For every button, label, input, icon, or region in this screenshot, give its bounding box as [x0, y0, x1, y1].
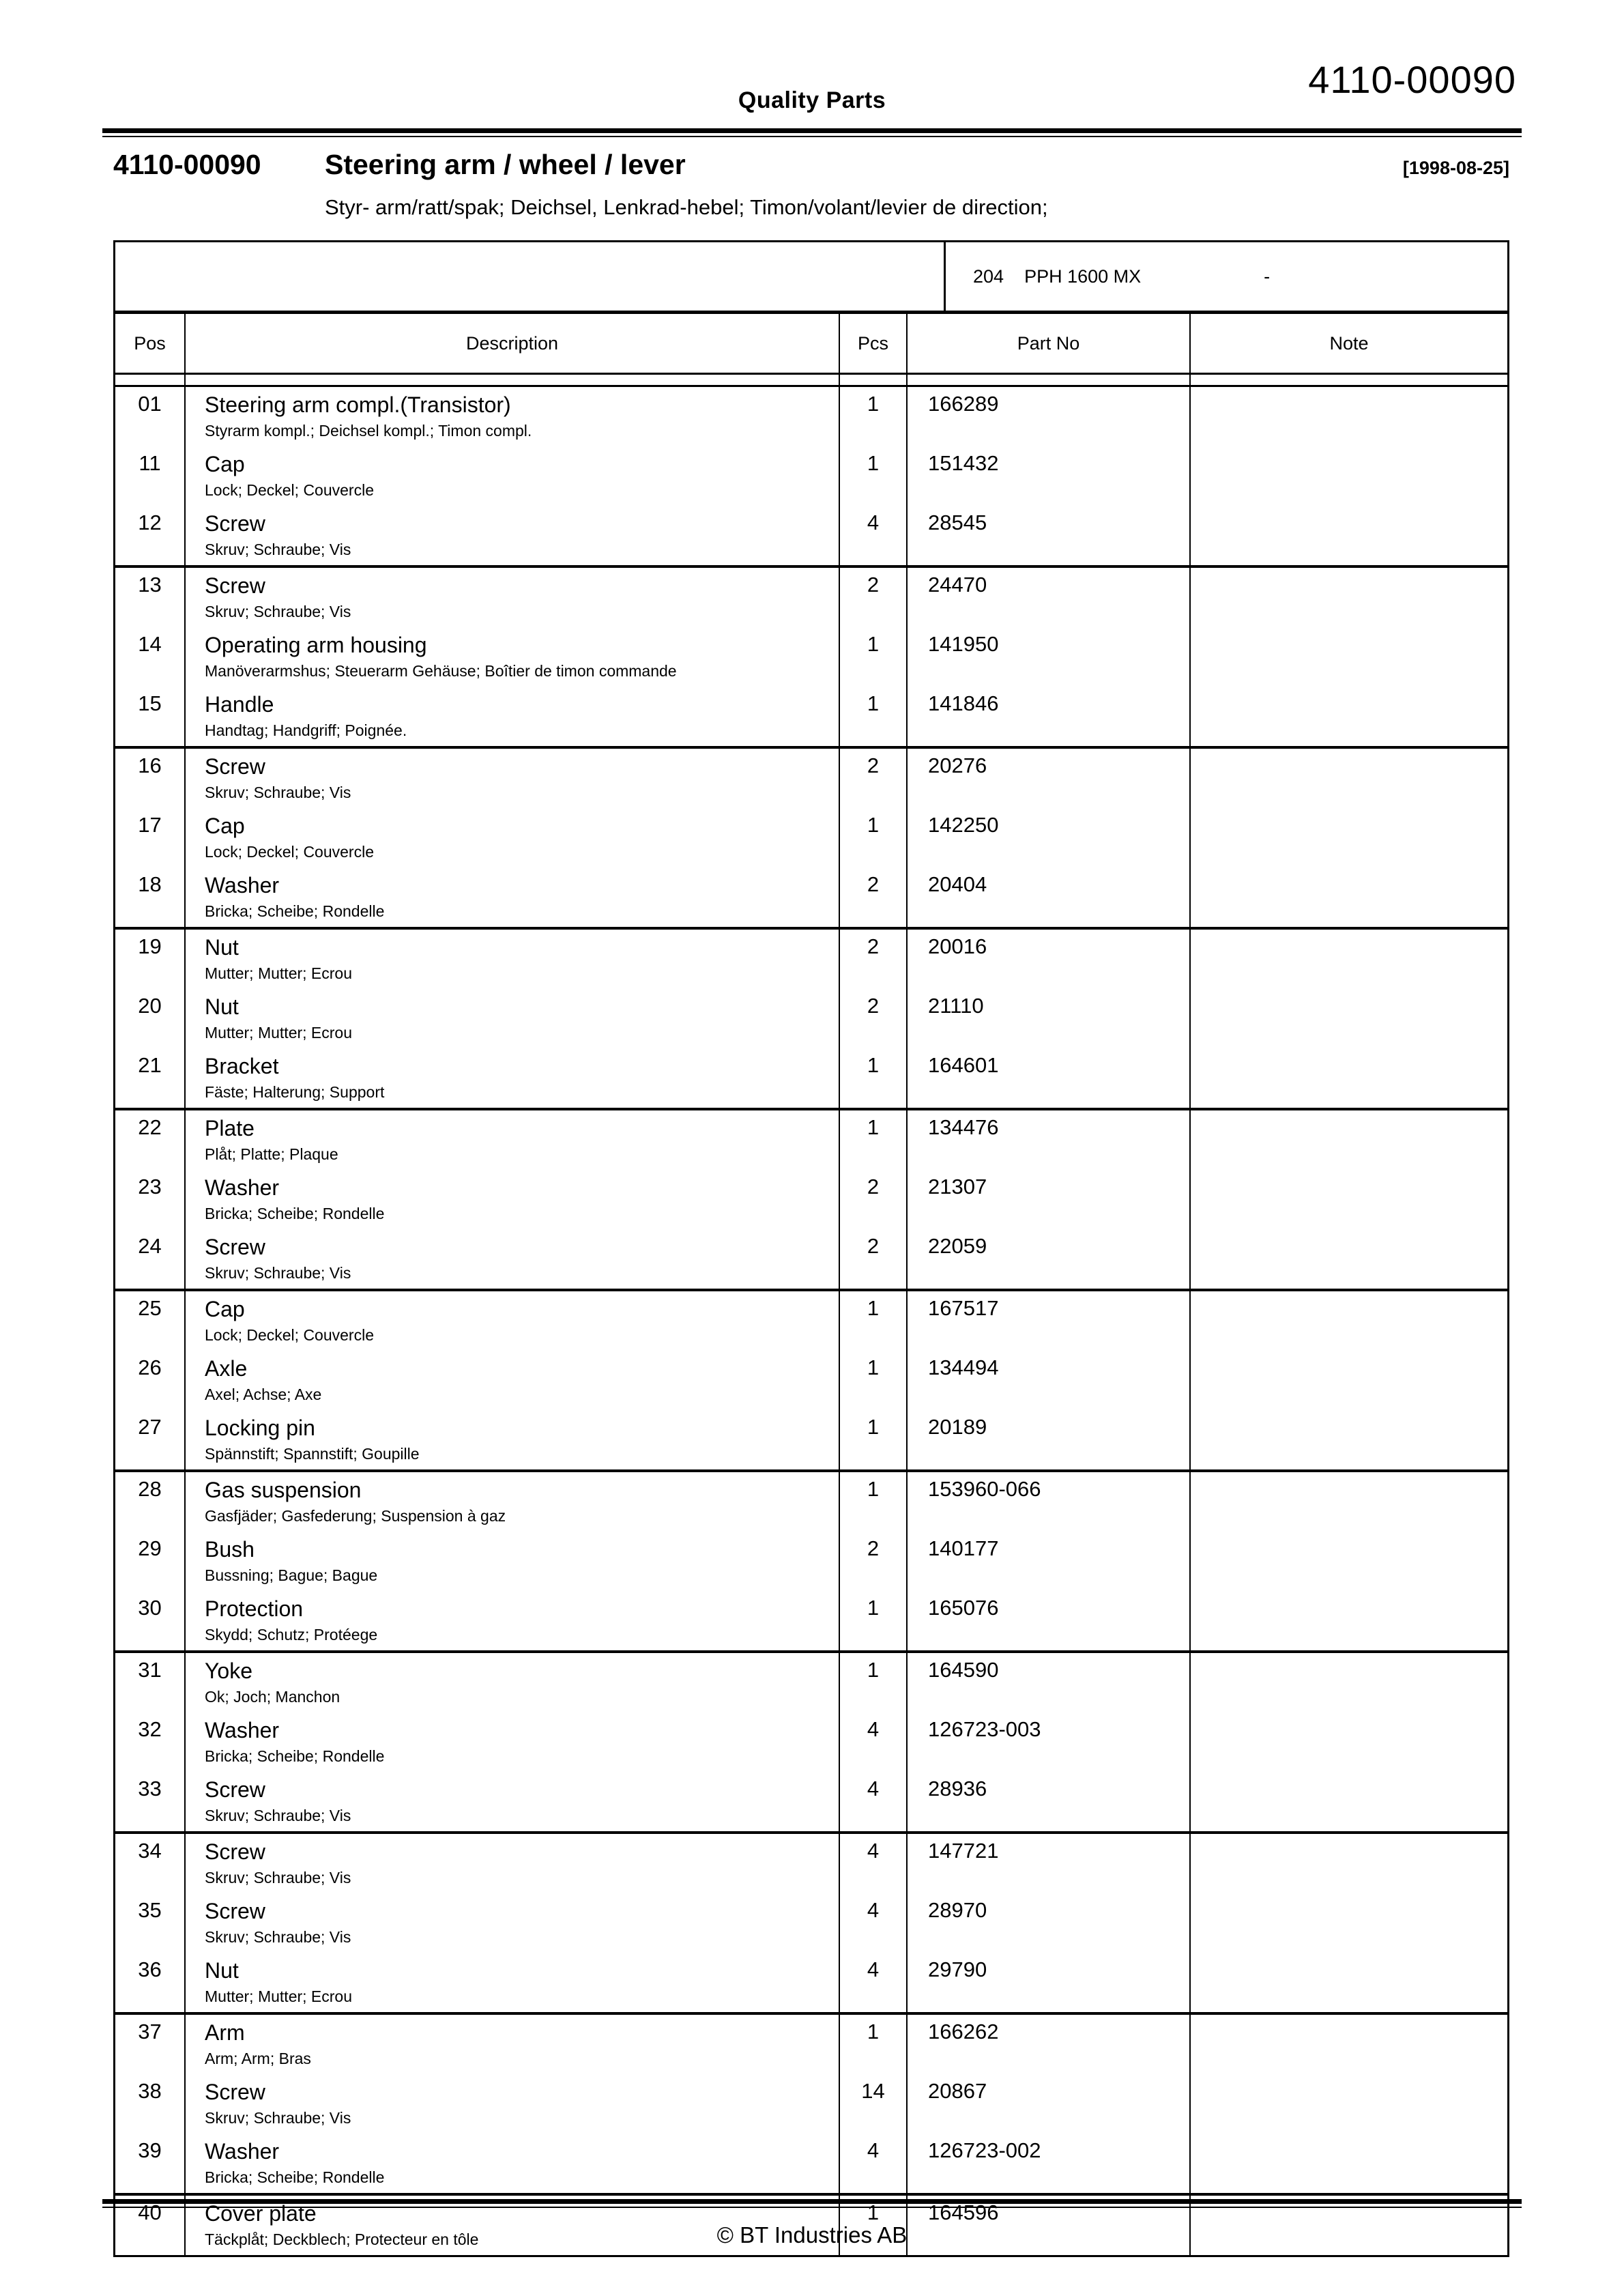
cell-pcs: 1	[840, 446, 908, 506]
description-main: Cap	[205, 814, 245, 838]
cell-description	[186, 1591, 840, 1650]
description-translations: Bricka; Scheibe; Rondelle	[205, 902, 385, 920]
table-row	[115, 1291, 1507, 1351]
revision-date: [1998-08-25]	[1402, 158, 1509, 178]
model-band-empty-cell	[115, 242, 946, 311]
cell-part-no: 164590	[908, 1653, 1191, 1712]
cell-note	[1191, 1472, 1507, 1532]
cell-description	[186, 1351, 840, 1410]
cell-pos: 38	[115, 2074, 186, 2134]
cell-description	[186, 1291, 840, 1351]
cell-part-no: 134476	[908, 1110, 1191, 1170]
cell-note	[1191, 1110, 1507, 1170]
table-row	[115, 1170, 1507, 1229]
description-translations: Skydd; Schutz; Protéege	[205, 1626, 378, 1644]
page-title: Steering arm / wheel / lever	[325, 149, 686, 180]
description-main: Gas suspension	[205, 1478, 362, 1502]
description-translations: Lock; Deckel; Couvercle	[205, 481, 374, 499]
cell-note	[1191, 1532, 1507, 1591]
description-translations: Handtag; Handgriff; Poignée.	[205, 721, 407, 739]
table-row	[115, 1893, 1507, 1953]
description-main: Screw	[205, 1235, 265, 1259]
table-row	[115, 1229, 1507, 1289]
model-name: PPH 1600 MX	[1024, 266, 1142, 287]
cell-pos: 21	[115, 1048, 186, 1108]
description-main: Cap	[205, 452, 245, 476]
description-main: Washer	[205, 1175, 280, 1200]
cell-pos: 34	[115, 1834, 186, 1893]
header-double-line-spacer	[115, 375, 1507, 387]
parts-group	[115, 387, 1507, 565]
cell-pcs: 1	[840, 2015, 908, 2074]
cell-pos: 20	[115, 989, 186, 1048]
table-row	[115, 1410, 1507, 1469]
description-main: Screw	[205, 1899, 265, 1923]
cell-note	[1191, 568, 1507, 627]
parts-group	[115, 1108, 1507, 1289]
cell-pos: 23	[115, 1170, 186, 1229]
cell-description	[186, 627, 840, 687]
table-row	[115, 2134, 1507, 2193]
cell-description	[186, 808, 840, 867]
cell-part-no: 22059	[908, 1229, 1191, 1289]
cell-description	[186, 2134, 840, 2193]
cell-description	[186, 1772, 840, 1831]
cell-pcs: 1	[840, 1472, 908, 1532]
cell-note	[1191, 1229, 1507, 1289]
table-row	[115, 808, 1507, 867]
description-main: Screw	[205, 573, 265, 598]
description-translations: Manöverarmshus; Steuerarm Gehäuse; Boîtier de timon commande	[205, 662, 677, 680]
table-row	[115, 568, 1507, 627]
description-main: Washer	[205, 2139, 280, 2164]
description-translations: Gasfjäder; Gasfederung; Suspension à gaz	[205, 1507, 506, 1525]
cell-description	[186, 989, 840, 1048]
header-rule	[102, 128, 1522, 137]
description-translations: Mutter; Mutter; Ecrou	[205, 964, 353, 982]
cell-part-no: 140177	[908, 1532, 1191, 1591]
cell-part-no: 126723-003	[908, 1712, 1191, 1772]
cell-description	[186, 2015, 840, 2074]
title-code: 4110-00090	[113, 149, 261, 180]
cell-part-no: 134494	[908, 1351, 1191, 1410]
column-header-pos: Pos	[115, 314, 186, 373]
cell-pos: 31	[115, 1653, 186, 1712]
cell-note	[1191, 1653, 1507, 1712]
cell-pcs: 4	[840, 1953, 908, 2012]
cell-pcs: 2	[840, 1532, 908, 1591]
parts-group	[115, 565, 1507, 746]
cell-description	[186, 1532, 840, 1591]
cell-part-no: 167517	[908, 1291, 1191, 1351]
parts-group	[115, 1650, 1507, 1831]
description-main: Cover plate	[205, 2201, 317, 2226]
table-row	[115, 1351, 1507, 1410]
table-row	[115, 1591, 1507, 1650]
column-header-note: Note	[1329, 332, 1369, 354]
cell-part-no: 20867	[908, 2074, 1191, 2134]
description-translations: Mutter; Mutter; Ecrou	[205, 1024, 353, 1042]
description-main: Screw	[205, 2080, 265, 2104]
description-main: Nut	[205, 994, 239, 1019]
model-code: 204	[973, 266, 1004, 287]
cell-description	[186, 446, 840, 506]
description-translations: Skruv; Schraube; Vis	[205, 784, 351, 801]
table-row	[115, 1110, 1507, 1170]
cell-part-no: 166289	[908, 387, 1191, 446]
cell-note	[1191, 1291, 1507, 1351]
description-main: Nut	[205, 935, 239, 960]
cell-part-no: 21307	[908, 1170, 1191, 1229]
table-row	[115, 687, 1507, 746]
description-main: Washer	[205, 1718, 280, 1742]
cell-description	[186, 506, 840, 565]
cell-pcs: 1	[840, 1410, 908, 1469]
cell-note	[1191, 446, 1507, 506]
model-band-cell	[946, 242, 1507, 311]
cell-part-no: 126723-002	[908, 2134, 1191, 2193]
table-row	[115, 1048, 1507, 1108]
cell-pos: 40	[115, 2196, 186, 2255]
cell-pos: 01	[115, 387, 186, 446]
description-translations: Bussning; Bague; Bague	[205, 1566, 378, 1584]
table-row	[115, 627, 1507, 687]
description-translations: Bricka; Scheibe; Rondelle	[205, 1205, 385, 1222]
cell-pcs: 1	[840, 1291, 908, 1351]
table-row	[115, 1653, 1507, 1712]
cell-description	[186, 867, 840, 927]
cell-pcs: 2	[840, 1170, 908, 1229]
cell-part-no: 28545	[908, 506, 1191, 565]
cell-description	[186, 1893, 840, 1953]
description-main: Screw	[205, 511, 265, 536]
cell-pos: 26	[115, 1351, 186, 1410]
cell-pcs: 2	[840, 867, 908, 927]
cell-note	[1191, 1048, 1507, 1108]
cell-note	[1191, 1834, 1507, 1893]
cell-part-no: 141950	[908, 627, 1191, 687]
description-main: Plate	[205, 1116, 255, 1140]
cell-description	[186, 687, 840, 746]
cell-note	[1191, 1410, 1507, 1469]
cell-pcs: 14	[840, 2074, 908, 2134]
cell-note	[1191, 1170, 1507, 1229]
cell-note	[1191, 1772, 1507, 1831]
cell-pos: 35	[115, 1893, 186, 1953]
cell-pos: 11	[115, 446, 186, 506]
description-main: Bush	[205, 1537, 255, 1562]
cell-part-no: 29790	[908, 1953, 1191, 2012]
cell-description	[186, 930, 840, 989]
cell-note	[1191, 930, 1507, 989]
cell-pcs: 1	[840, 1048, 908, 1108]
cell-pcs: 1	[840, 1351, 908, 1410]
column-header-part-no: Part No	[908, 314, 1191, 373]
description-translations: Lock; Deckel; Couvercle	[205, 843, 374, 861]
cell-note	[1191, 2134, 1507, 2193]
description-translations: Plåt; Platte; Plaque	[205, 1145, 338, 1163]
description-translations: Bricka; Scheibe; Rondelle	[205, 1747, 385, 1765]
description-main: Handle	[205, 692, 274, 717]
cell-part-no: 24470	[908, 568, 1191, 627]
cell-note	[1191, 1953, 1507, 2012]
cell-part-no: 28970	[908, 1893, 1191, 1953]
cell-pcs: 1	[840, 1591, 908, 1650]
cell-pcs: 4	[840, 1712, 908, 1772]
parts-group	[115, 1289, 1507, 1469]
cell-pcs: 2	[840, 1229, 908, 1289]
cell-pos: 32	[115, 1712, 186, 1772]
description-main: Bracket	[205, 1054, 279, 1078]
cell-pos: 22	[115, 1110, 186, 1170]
cell-description	[186, 749, 840, 808]
cell-note	[1191, 1893, 1507, 1953]
cell-pos: 24	[115, 1229, 186, 1289]
cell-part-no: 20276	[908, 749, 1191, 808]
cell-description	[186, 387, 840, 446]
parts-group	[115, 1831, 1507, 2012]
cell-pcs: 1	[840, 387, 908, 446]
cell-description	[186, 1110, 840, 1170]
description-main: Operating arm housing	[205, 633, 427, 657]
column-header-description: Description	[186, 314, 840, 373]
cell-pcs: 1	[840, 1653, 908, 1712]
cell-part-no: 153960-066	[908, 1472, 1191, 1532]
description-translations: Skruv; Schraube; Vis	[205, 603, 351, 620]
description-main: Screw	[205, 1777, 265, 1802]
cell-part-no: 166262	[908, 2015, 1191, 2074]
cell-note	[1191, 1351, 1507, 1410]
description-main: Washer	[205, 873, 280, 898]
parts-group	[115, 2012, 1507, 2193]
cell-pos: 28	[115, 1472, 186, 1532]
cell-pcs: 1	[840, 687, 908, 746]
table-row	[115, 930, 1507, 989]
cell-pcs: 1	[840, 808, 908, 867]
title-row	[113, 149, 1509, 181]
page-subtitle: Styr- arm/ratt/spak; Deichsel, Lenkrad-hebel; Timon/volant/levier de direction;	[325, 195, 1048, 219]
cell-pos: 19	[115, 930, 186, 989]
description-main: Locking pin	[205, 1416, 315, 1440]
cell-description	[186, 1472, 840, 1532]
cell-part-no: 21110	[908, 989, 1191, 1048]
description-translations: Fäste; Halterung; Support	[205, 1083, 385, 1101]
footer-rule	[102, 2199, 1522, 2208]
description-translations: Skruv; Schraube; Vis	[205, 1807, 351, 1824]
cell-description	[186, 1834, 840, 1893]
description-translations: Skruv; Schraube; Vis	[205, 2109, 351, 2127]
cell-part-no: 20016	[908, 930, 1191, 989]
doc-code: 4110-00090	[1308, 58, 1516, 101]
cell-part-no: 20404	[908, 867, 1191, 927]
cell-pos: 29	[115, 1532, 186, 1591]
cell-note	[1191, 687, 1507, 746]
cell-pcs: 4	[840, 1893, 908, 1953]
cell-description	[186, 1229, 840, 1289]
parts-group	[115, 746, 1507, 927]
description-translations: Skruv; Schraube; Vis	[205, 541, 351, 558]
cell-note	[1191, 627, 1507, 687]
parts-group	[115, 1469, 1507, 1650]
description-main: Yoke	[205, 1659, 252, 1683]
cell-pcs: 4	[840, 1772, 908, 1831]
table-row	[115, 1532, 1507, 1591]
cell-description	[186, 568, 840, 627]
description-translations: Täckplåt; Deckblech; Protecteur en tôle	[205, 2230, 479, 2248]
table-row	[115, 387, 1507, 446]
cell-part-no: 142250	[908, 808, 1191, 867]
table-row	[115, 989, 1507, 1048]
cell-pos: 33	[115, 1772, 186, 1831]
cell-pcs: 2	[840, 568, 908, 627]
cell-note	[1191, 2074, 1507, 2134]
cell-pos: 27	[115, 1410, 186, 1469]
cell-pos: 14	[115, 627, 186, 687]
cell-description	[186, 2074, 840, 2134]
cell-pos: 25	[115, 1291, 186, 1351]
table-row	[115, 1772, 1507, 1831]
description-main: Screw	[205, 754, 265, 779]
table-row	[115, 1472, 1507, 1532]
cell-note	[1191, 2015, 1507, 2074]
description-translations: Axel; Achse; Axe	[205, 1386, 322, 1403]
model-dash: -	[1264, 266, 1271, 287]
cell-pos: 37	[115, 2015, 186, 2074]
table-row	[115, 867, 1507, 927]
footer-copyright: © BT Industries AB	[716, 2222, 908, 2248]
description-main: Arm	[205, 2020, 245, 2045]
cell-note	[1191, 867, 1507, 927]
cell-pos: 16	[115, 749, 186, 808]
cell-pcs: 2	[840, 930, 908, 989]
cell-description	[186, 1048, 840, 1108]
description-main: Axle	[205, 1356, 248, 1381]
cell-part-no: 147721	[908, 1834, 1191, 1893]
cell-part-no: 28936	[908, 1772, 1191, 1831]
cell-pos: 36	[115, 1953, 186, 2012]
cell-part-no: 164596	[908, 2196, 1191, 2255]
cell-pcs: 4	[840, 2134, 908, 2193]
cell-part-no: 20189	[908, 1410, 1191, 1469]
cell-pcs: 4	[840, 1834, 908, 1893]
cell-part-no: 151432	[908, 446, 1191, 506]
cell-part-no: 165076	[908, 1591, 1191, 1650]
cell-note	[1191, 989, 1507, 1048]
description-translations: Lock; Deckel; Couvercle	[205, 1326, 374, 1344]
cell-description	[186, 1653, 840, 1712]
table-row	[115, 1953, 1507, 2012]
cell-part-no: 164601	[908, 1048, 1191, 1108]
cell-description	[186, 1170, 840, 1229]
description-translations: Ok; Joch; Manchon	[205, 1688, 340, 1706]
description-main: Screw	[205, 1839, 265, 1864]
description-translations: Skruv; Schraube; Vis	[205, 1869, 351, 1886]
cell-pos: 39	[115, 2134, 186, 2193]
description-translations: Arm; Arm; Bras	[205, 2050, 311, 2067]
description-translations: Mutter; Mutter; Ecrou	[205, 1988, 353, 2005]
description-main: Cap	[205, 1297, 245, 1321]
model-band	[115, 242, 1507, 314]
cell-part-no: 141846	[908, 687, 1191, 746]
table-body	[115, 387, 1507, 2255]
cell-note	[1191, 506, 1507, 565]
description-translations: Bricka; Scheibe; Rondelle	[205, 2168, 385, 2186]
cell-note	[1191, 1591, 1507, 1650]
table-row	[115, 2074, 1507, 2134]
table-row	[115, 446, 1507, 506]
cell-pos: 17	[115, 808, 186, 867]
cell-pcs: 2	[840, 989, 908, 1048]
cell-note	[1191, 749, 1507, 808]
cell-pos: 15	[115, 687, 186, 746]
brand-title: Quality Parts	[738, 87, 886, 113]
description-translations: Spännstift; Spannstift; Goupille	[205, 1445, 420, 1463]
table-row	[115, 1712, 1507, 1772]
table-row	[115, 2015, 1507, 2074]
cell-note	[1191, 808, 1507, 867]
column-header-row	[115, 314, 1507, 375]
cell-pcs: 4	[840, 506, 908, 565]
description-translations: Styrarm kompl.; Deichsel kompl.; Timon compl.	[205, 422, 532, 440]
description-main: Protection	[205, 1596, 304, 1621]
column-header-pcs: Pcs	[840, 314, 908, 373]
cell-description	[186, 1410, 840, 1469]
parts-table	[113, 240, 1509, 2257]
description-main: Nut	[205, 1958, 239, 1983]
cell-pcs: 1	[840, 1110, 908, 1170]
table-row	[115, 1834, 1507, 1893]
cell-note	[1191, 1712, 1507, 1772]
cell-description	[186, 1953, 840, 2012]
cell-pos: 30	[115, 1591, 186, 1650]
cell-pos: 18	[115, 867, 186, 927]
cell-note	[1191, 387, 1507, 446]
description-translations: Skruv; Schraube; Vis	[205, 1264, 351, 1282]
table-row	[115, 506, 1507, 565]
cell-pos: 12	[115, 506, 186, 565]
table-row	[115, 749, 1507, 808]
cell-pcs: 1	[840, 627, 908, 687]
description-main: Steering arm compl.(Transistor)	[205, 392, 511, 417]
cell-description	[186, 1712, 840, 1772]
parts-group	[115, 927, 1507, 1108]
description-translations: Skruv; Schraube; Vis	[205, 1928, 351, 1946]
cell-pcs: 1	[840, 2196, 908, 2255]
cell-pos: 13	[115, 568, 186, 627]
cell-pcs: 2	[840, 749, 908, 808]
